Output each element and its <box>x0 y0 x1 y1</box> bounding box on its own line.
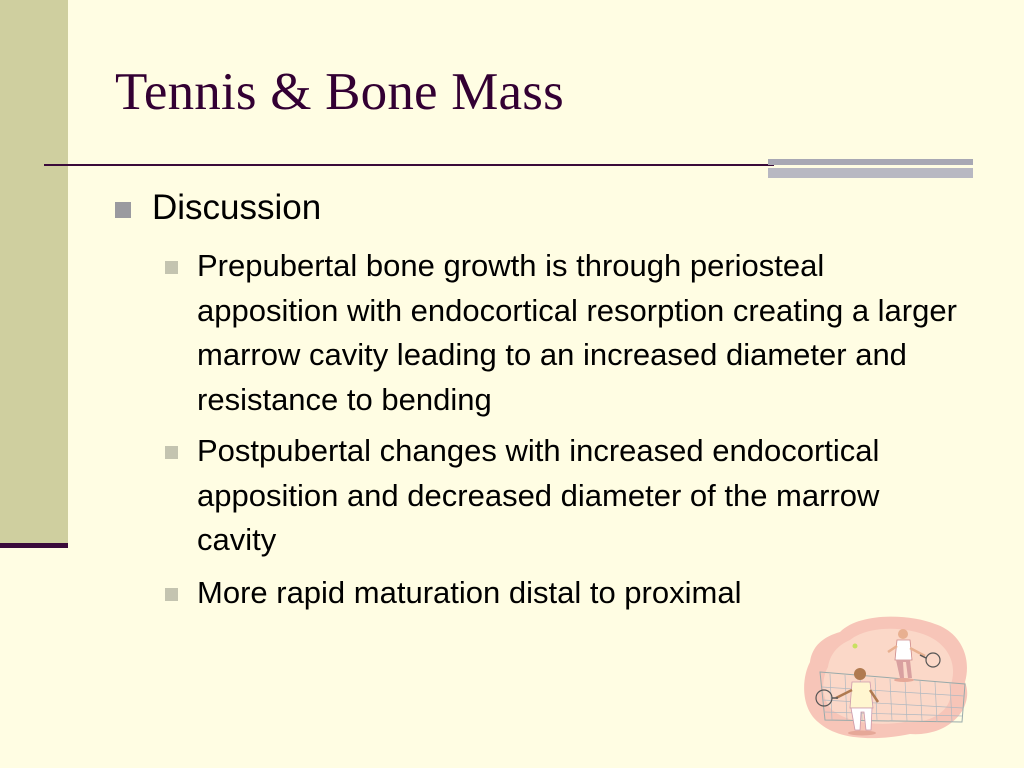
sub-bullet-text: Prepubertal bone growth is through periosteal apposition with endocortical resorption creating a larger marrow cavity leading to an increased diameter and resistance to bending <box>197 248 957 417</box>
sub-bullet-text: More rapid maturation distal to proximal <box>197 575 742 610</box>
left-accent-bar <box>0 0 68 545</box>
square-bullet-icon <box>165 588 178 601</box>
square-bullet-icon <box>115 202 131 218</box>
square-bullet-icon <box>165 261 178 274</box>
sub-bullet-text: Postpubertal changes with increased endocortical apposition and decreased diameter of the marrow cavity <box>197 433 880 557</box>
title-divider-accent <box>768 168 973 178</box>
title-divider <box>44 164 774 166</box>
title-divider-accent <box>768 159 973 165</box>
square-bullet-icon <box>165 446 178 459</box>
slide-title: Tennis & Bone Mass <box>115 63 564 121</box>
tennis-players-clipart-icon <box>800 612 975 742</box>
bullet-label: Discussion <box>152 188 322 227</box>
left-accent-underline <box>0 543 68 548</box>
